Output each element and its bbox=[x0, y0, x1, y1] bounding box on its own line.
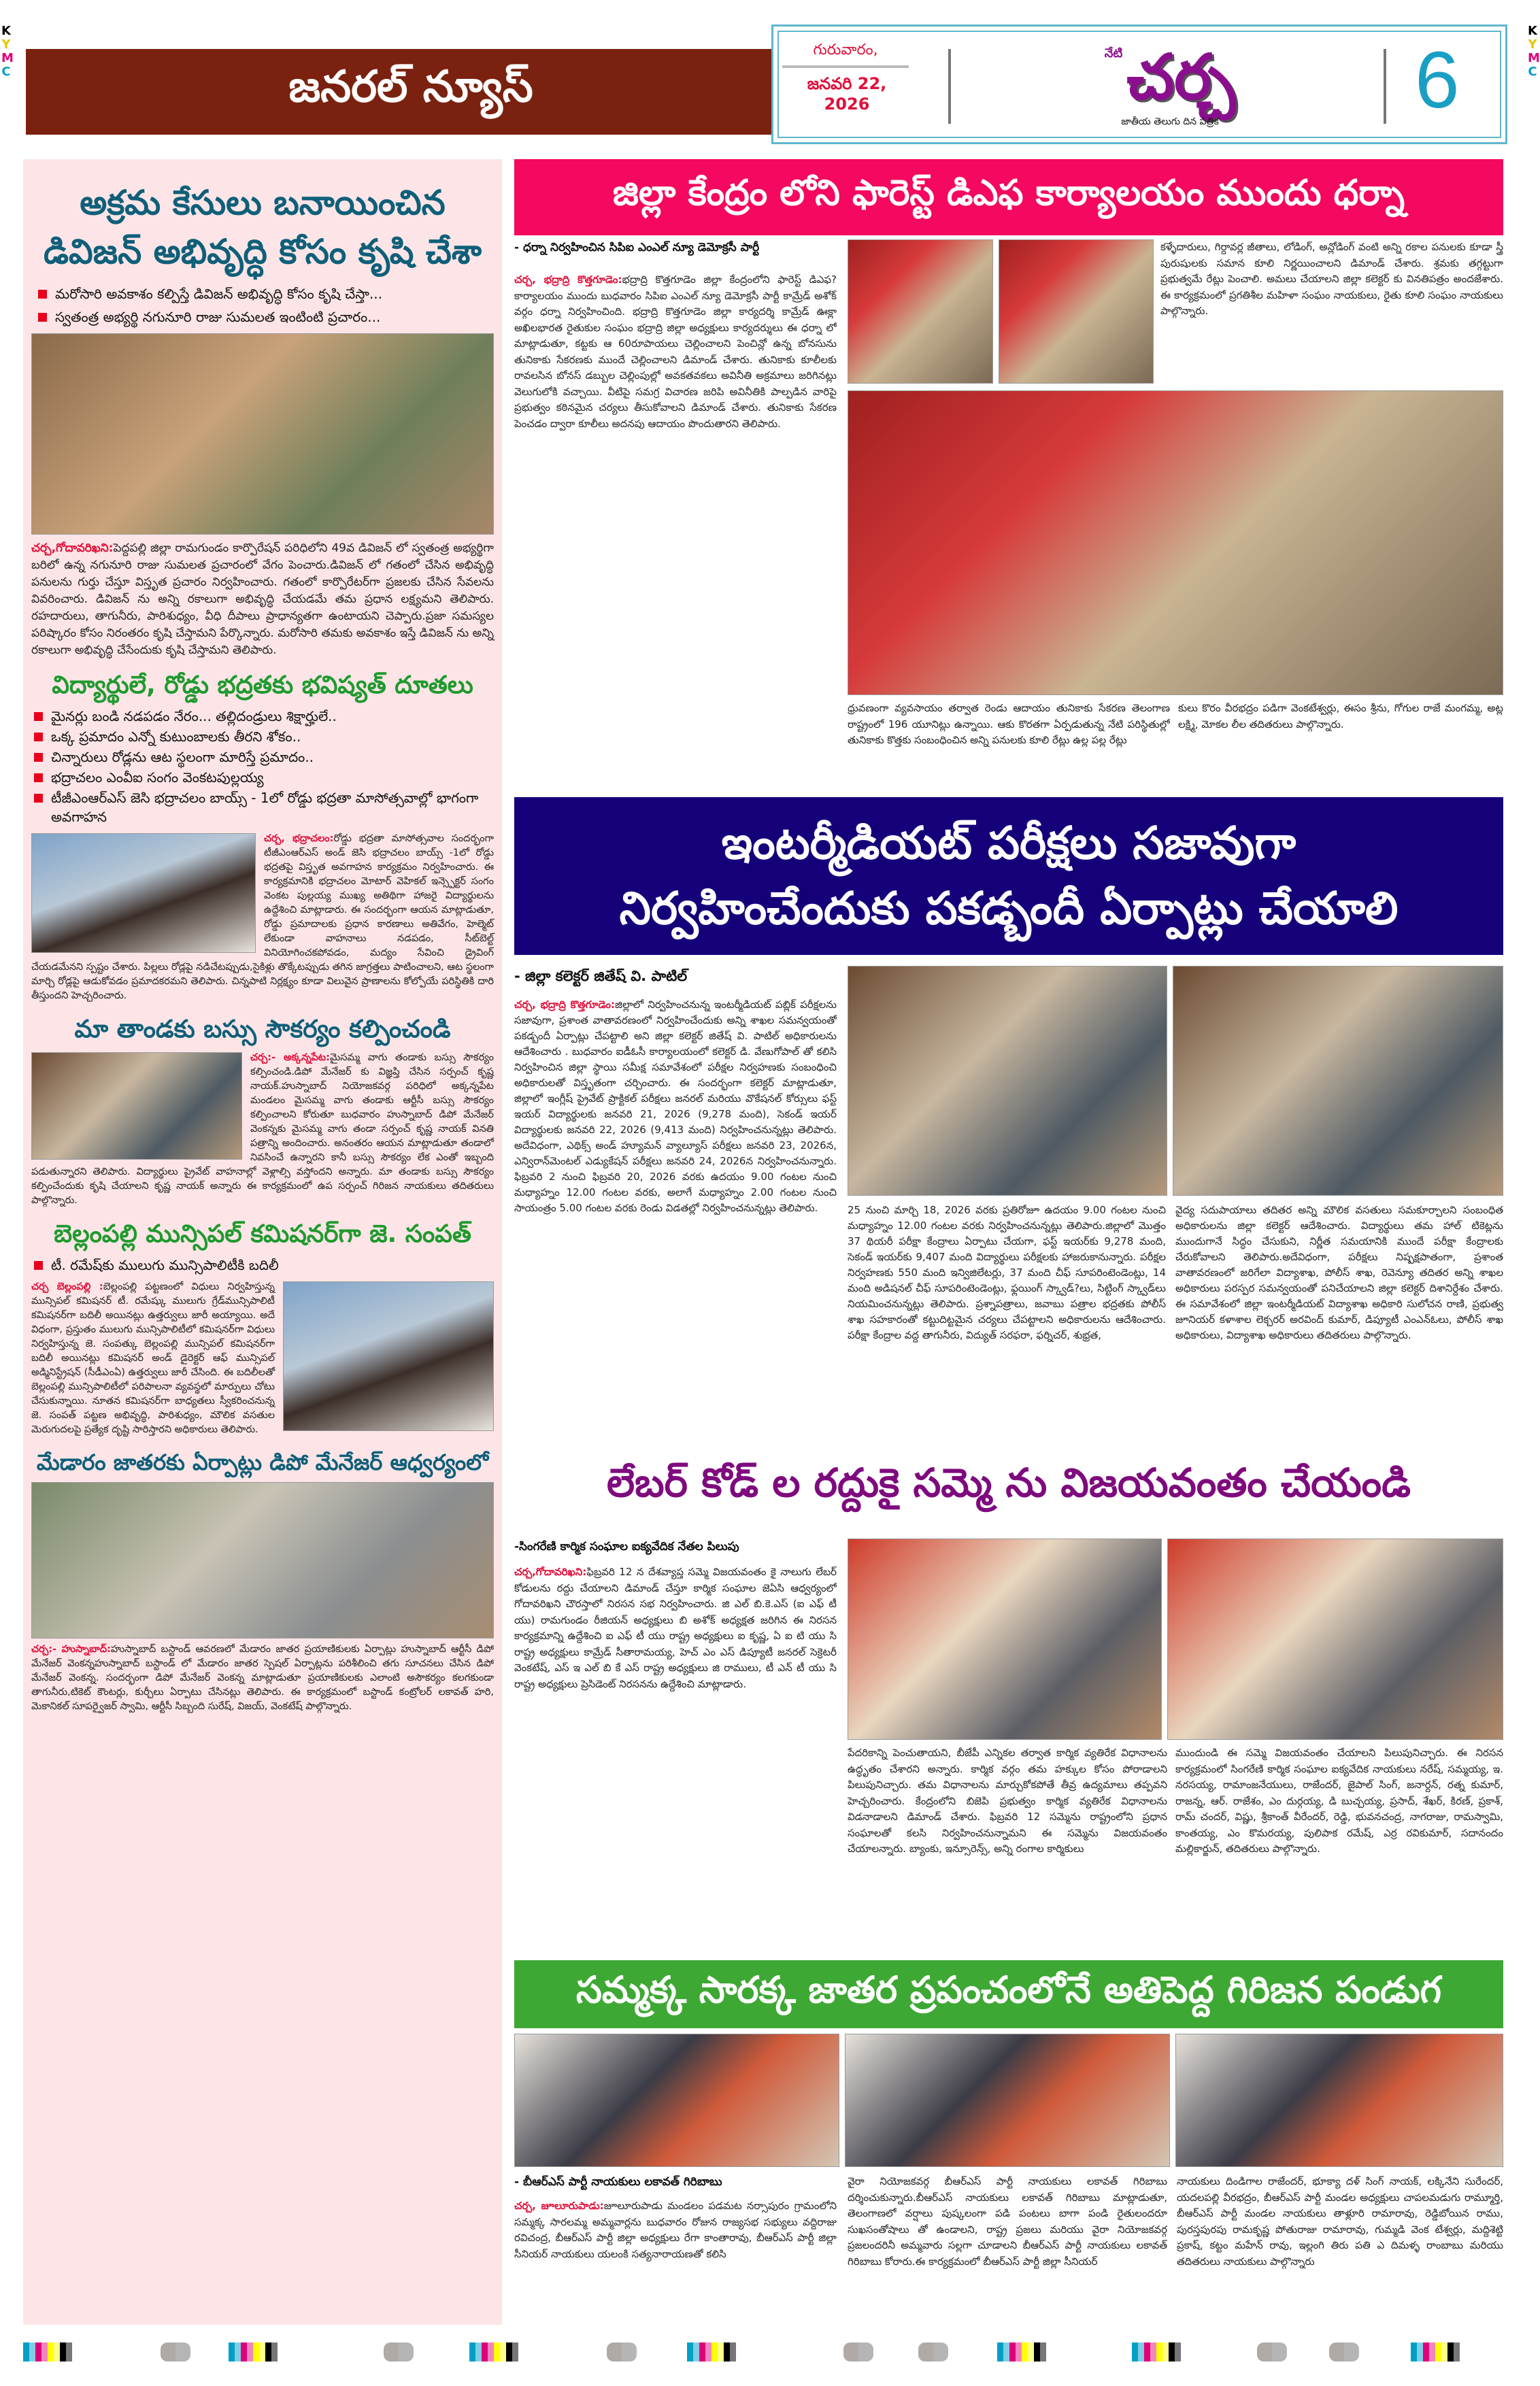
left-story1-body bbox=[31, 540, 494, 659]
left-story1-photo bbox=[31, 333, 494, 535]
bullet-item bbox=[34, 707, 494, 726]
right-story3-body-col2: పేదరికాన్ని పెంచుతాయని, బీజేపీ ఎన్నికల తర్వాత కార్మిక వ్యతిరేక విధానాలను ఉద్ధృతం చేశారని అన్నారు. కార్మిక వర్గం తమ హక్కుల కోసం పోరాడాలని పిలుపునిచ్చారు. తమ విధానాలను మార్చుకోకపోతే తీవ్ర ఉద్యమాలు తప్పవని హెచ్చరించారు. కేంద్రంలోని బిజెపి ప్రభుత్వం కార్మిక వ్యతిరేక విధానాలను విడనాడాలని డిమాండ్ చేశారు. ఫిబ్రవరి 12 సమ్మెను రాష్ట్రంలోని ప్రధాన సంఘాలతో కలసి నిర్వహించనున్నామని ఈ సమ్మెను విజయవంతం చేయాలన్నారు. బ్యాంకు, ఇన్సూరెన్స్, అన్ని రంగాల కార్మికులు bbox=[848, 1747, 1167, 1855]
issue-date: జనవరి 22, 2026 bbox=[807, 74, 887, 114]
red-square-icon bbox=[34, 712, 43, 721]
color-swatch-strip bbox=[997, 2342, 1046, 2362]
reg-mark-k: K bbox=[1528, 24, 1537, 38]
left-story1-headline: అక్రమ కేసులు బనాయించిన డివిజన్ అభివృద్ధి కోసం కృషి చేశా bbox=[44, 183, 482, 271]
right-story3-byline: -సింగరేణి కార్మిక సంఘాల ఐక్యవేదిక నేతల పిలుపు bbox=[514, 1540, 739, 1553]
section-title-band bbox=[26, 49, 796, 135]
left-story2-body bbox=[31, 832, 494, 1003]
gray-balance-patch bbox=[161, 2342, 190, 2362]
right-story1-byline: - ధర్నా నిర్వహించిన సిపిఐ ఎంఎల్ న్యూ డెమోక్రసీ పార్టీ bbox=[514, 241, 760, 254]
dateline: చర్చ:- అక్కన్నపేట: bbox=[250, 1052, 330, 1063]
right-story1-body-col2: కళ్ళేదారులు, గిర్దావర్ల జీతాలు, లోడింగ్, అన్లోడింగ్ వంటి అన్ని రకాల పనులకు కూడా స్త్రీ పురుషులకు సమాన కూలి నిర్ణయించాలని డిమాండ్ చేశారు. శ్రమకు తగ్గట్టుగా ప్రభుత్వమే రేట్లు పెంచాలి. అమలు చేయాలని జిల్లా కలెక్టర్ కు వినతిపత్రం అందజేశారు. ఈ కార్యక్రమంలో ప్రగతిశీల మహిళా సంఘం నాయకులు, రైతు కూలి సంఘం నాయకులు పాల్గొన్నారు. bbox=[1160, 241, 1503, 317]
gray-balance-patch bbox=[1257, 2342, 1287, 2362]
left-story2 bbox=[31, 669, 494, 1003]
right-story2-headline-line1: ఇంటర్మీడియట్ పరీక్షలు సజావుగా bbox=[721, 817, 1296, 869]
left-story5 bbox=[31, 1447, 494, 1714]
bullet-text: ఒక్క ప్రమాదం ఎన్నో కుటుంబాలకు తీరని శోకం.. bbox=[51, 728, 301, 745]
bullet-item bbox=[34, 788, 494, 826]
article-text: హుస్నాబాద్ బస్టాండ్ ఆవరణలో మేడారం జాతర ప్రయాణికులకు ఏర్పాట్లు హుస్నాబాద్ ఆర్టీసీ డిపో మేనేజర్ వెంకన్నహుస్నాబాద్ బస్టాండ్ లో మేడారం జాతర స్పెషల్ ఏర్పాట్లను పరిశీలించి తగు సూచనలు చేసిన డిపో మేనేజర్ వెంకన్న. సందర్భంగా డిపో మేనేజర్ వెంకన్న మాట్లాడుతూ ప్రయాణికులకు ఎలాంటి అసౌకర్యం కలగకుండా తాగునీరు,టికెట్ కౌంటర్లు, కుర్చీలు ఏర్పాటు చేసినట్లు తెలిపారు. ఈ కార్యక్రమంలో బస్టాండ్ కంట్రోలర్ లకావత్ హరి, మెకానికల్ సూపర్వైజర్ స్వామి, ఆర్టీసీ సిబ్బంది సురేష్, విజయ్, వెంకటేష్ పాల్గొన్నారు. bbox=[31, 1644, 495, 1712]
registration-marks-left bbox=[1, 24, 14, 79]
dateline: చర్చ, జూలూరుపాడు: bbox=[514, 2200, 604, 2212]
left-story3-photo bbox=[31, 1052, 242, 1160]
bullet-item bbox=[38, 284, 494, 303]
right-story1-headline: జిల్లా కేంద్రం లోని ఫారెస్ట్ డిఎఫ కార్యాలయం ముందు ధర్నా bbox=[612, 172, 1405, 214]
reg-mark-y: Y bbox=[1, 37, 11, 52]
article-text: పెద్దపల్లి జిల్లా రామగుండం కార్పొరేషన్ పరిధిలోని 49వ డివిజన్ లో స్వతంత్ర అభ్యర్థిగా బరిలో ఉన్న నగునూరి రాజు సుమలత ప్రచారంలో వేగం పెంచారు.డివిజన్ లో గతంలో చేసిన అభివృద్ధి పనులను గుర్తు చేస్తూ విస్తృత ప్రచారం నిర్వహించారు. గతంలో కార్పొరేటర్‌గా ప్రజలకు చేసిన సేవలను వివరించారు. డివిజన్ ను అన్ని రకాలుగా అభివృద్ధి చేయడమే తమ ప్రధాన లక్ష్యమని తెలిపారు. రహదారులు, తాగునీరు, పారిశుధ్యం, వీధి దీపాలు ప్రాధాన్యతగా ఉంటాయని చెప్పారు.ప్రజా సమస్యల పరిష్కారం కోసం నిరంతరం కృషి చేస్తామని పేర్కొన్నారు. మరోసారి తమకు అవకాశం ఇస్తే డివిజన్ ను అన్ని రకాలుగా అభివృద్ధి చేసేందుకు కృషి చేస్తామని తెలిపారు. bbox=[31, 541, 494, 657]
dateline: చర్చ,గోదావరిఖని: bbox=[31, 541, 114, 555]
bullet-item bbox=[34, 747, 494, 767]
article-text: బెల్లంపల్లి పట్టణంలో విధులు నిర్వహిస్తున్న మున్సిపల్ కమిషనర్ టీ. రమేష్కు ములుగు గ్రేడ్‌మున్సిపాలిటీ కమిషనర్‌గా బదిలీ అయినట్లు ఉత్తర్వులు జారీ అయ్యాయి. అదే విధంగా, ప్రస్తుతం ములుగు మున్సిపాలిటీలో కమిషనర్‌గా విధులు నిర్వహిస్తున్న జె. సంపత్కు బెల్లంపల్లి మున్సిపల్ కమిషనర్‌గా బదిలీ అయినట్లు కమిషనర్ అండ్ డైరెక్టర్ ఆఫ్ మున్సిపల్ అడ్మినిస్ట్రేషన్ (సీడీఎంఏ) ఉత్తర్వులు జారీ చేసింది. ఈ బదిలీలతో బెల్లంపల్లి మున్సిపాలిటీలో పరిపాలనా వ్యవస్థలో మార్పులు చోటు చేసుకున్నాయి. నూతన కమిషనర్‌గా బాధ్యతలు స్వీకరించనున్న జె. సంపత్ పట్టణ అభివృద్ధి, పారిశుధ్యం, మౌలిక వసతుల మెరుగుదలపై ప్రత్యేక దృష్టి సారిస్తారని అధికారులు తెలిపారు. bbox=[31, 1281, 275, 1435]
red-square-icon bbox=[34, 773, 43, 782]
red-square-icon bbox=[38, 290, 47, 299]
left-story4-headline: బెల్లంపల్లి మున్సిపల్ కమిషనర్‌గా జె. సంపత్ bbox=[54, 1220, 471, 1248]
bullet-item bbox=[38, 307, 494, 326]
newspaper-logo: చర్చ bbox=[1126, 41, 1236, 114]
section-title: జనరల్ న్యూస్ bbox=[288, 61, 533, 112]
right-story4-body-col3: నాయకులు దిండిగాల రాజేందర్, భూక్యా దళ్ సింగ్ నాయక్, లక్కినేని సురేందర్, యదలపల్లి వీరభద్రం, బీఆర్ఎస్ పార్టీ మండల అధ్యక్షులు చాపలమడుగు రామ్మూర్తి, బీఆర్ఎస్ పార్టీ మండల నాయకులు తాళ్లూరి రామారావు, రెడ్డిబోయిన రాము, పురస్తపురపు రామకృష్ణ పోతురాజు రామారావు, గుమ్మడి వెంక టేశ్వర్లు, మద్దిశెట్టి ప్రకాష్, కట్టం మహేన్ రావు, ఇల్లంగి తిరు పతి ఎ దిమళ్ళ రాంబాబు మరియు తదితరులు నాయకులు పాల్గొన్నారు bbox=[1177, 2175, 1503, 2268]
right-story3-body-col3: ముందుండి ఈ సమ్మె విజయవంతం చేయాలని పిలుపునిచ్చారు. ఈ నిరసన కార్యక్రమంలో సింగరేణి కార్మిక సంఘాల ఐక్యవేదిక నాయకులు నరేష్, సమ్మయ్య, ఇ. నరసయ్య, రామాంజనేయులు, రాజేందర్, జైపాల్ సింగ్, జనార్దన్, రత్న కుమార్, రాజన్న, ఆర్. రాజేశం, ఎం దుర్గయ్య, డి బుచ్చయ్య, ప్రసాద్, శేఖర్, కిరణ్, ప్రకాశ్, రామ్ చందర్, విష్ణు, శ్రీకాంత్ వీరేందర్, రెడ్డి, భువనచంద్ర, నాగరాజు, రామస్వామి, కాంతయ్య, ఎం కొమరయ్య, పులిపాక రమేష్, ఎర్ర రవికుమార్, సదానందం మల్లికార్జున్, తదితరులు పాల్గొన్నారు. bbox=[1175, 1747, 1503, 1855]
red-square-icon bbox=[34, 794, 43, 803]
article-text: జూలూరుపాడు మండలం పడమట నర్సాపురం గ్రామంలోని సమ్మక్క సారలమ్మ అమ్మవార్లను బుధవారం రోజున రాజ్యసభ సభ్యులు వద్దిరాజు రవిచంద్ర, బీఆర్ఎస్ పార్టీ జిల్లా అధ్యక్షులు రేగా కాంతారావు, బీఆర్ఎస్ పార్టీ జిల్లా సీనియర్ నాయకులు యలంకి సత్యనారాయణతో కలిసి bbox=[514, 2200, 837, 2260]
left-story3-headline: మా తాండకు బస్సు సౌకర్యం కల్పించండి bbox=[74, 1015, 451, 1043]
dateline: చర్చ, భద్రాద్రి కొత్తగూడెం: bbox=[514, 273, 622, 286]
bullet-text: చిన్నారులు రోడ్లను ఆట స్థలంగా మారిస్తే ప్రమాదం.. bbox=[51, 749, 314, 765]
issue-day: గురువారం, bbox=[813, 41, 878, 58]
right-story3-photo-1 bbox=[848, 1539, 1162, 1740]
newspaper-logo-block bbox=[966, 30, 1374, 139]
article-text: జిల్లాలో నిర్వహించనున్న ఇంటర్మీడియట్ పబ్లిక్ పరీక్షలను సజావుగా, ప్రశాంత వాతావరణంలో నిర్వహించేందుకు అన్ని శాఖల సమన్వయంతో పకడ్బందీ ఏర్పాట్లు చేపట్టాలి అని జిల్లా కలెక్టర్ జితేష్ వి. పాటిల్ అధికారులను ఆదేశించారు . బుధవారం ఐడీఓసీ కార్యాలయంలో కలెక్టర్ డి. వేణుగోపాల్ తో కలిసి నిర్వహించిన జిల్లా స్థాయి సమీక్ష సమావేశంలో పరీక్షల నిర్వహణకు సంబంధించి అధికారులతో విస్తృతంగా చర్చించారు. ఈ సందర్భంగా కలెక్టర్ మాట్లాడుతూ, జిల్లాలో ఇంగ్లీష్ ప్రైవేట్ ప్రాక్టికల్ పరీక్షలు జనరల్ మరియు వొకేషనల్ కోర్సులు ఫస్ట్ ఇయర్ విద్యార్థులకు జనవరి 21, 2026 (9,278 మంది), సెకండ్ ఇయర్ విద్యార్థులకు జనవరి 22, 2026 (9,413 మంది) నిర్వహించనున్నట్లు తెలిపారు. అదేవిధంగా, ఎథిక్స్ అండ్ హ్యూమన్ వ్యాల్యూస్ పరీక్షలు జనవరి 23, 2026న, ఎన్విరాన్‌మెంటల్ ఎడ్యుకేషన్ పరీక్షలు జనవరి 24, 2026న నిర్వహించనున్నారు. ఫిబ్రవరి 2 నుంచి ఫిబ్రవరి 20, 2026 వరకు ఉదయం 9.00 గంటల నుంచి మధ్యాహ్నం 12.00 గంటల వరకు, అలాగే మధ్యాహ్నం 2.00 గంటల నుంచి సాయంత్రం 5.00 గంటల వరకు రెండు విడతల్లో నిర్వహించనున్నట్లు తెలిపారు. bbox=[514, 998, 837, 1214]
left-story1-bullets bbox=[38, 284, 494, 326]
right-story2-body bbox=[514, 997, 837, 1446]
right-story4-photo-1 bbox=[514, 2034, 839, 2167]
right-story1-banner bbox=[514, 159, 1503, 235]
color-swatch-strip bbox=[229, 2342, 278, 2362]
bullet-text: టీ. రమేష్‌కు ములుగు మున్సిపాలిటీకి బదిలీ bbox=[51, 1257, 279, 1273]
reg-mark-k: K bbox=[1, 24, 11, 38]
right-story3-body bbox=[514, 1564, 837, 1951]
reg-mark-c: C bbox=[1, 65, 11, 79]
left-story2-headline: విద్యార్థులే, రోడ్డు భద్రతకు భవిష్యత్ దూతలు bbox=[52, 671, 473, 699]
color-swatch-strip bbox=[1132, 2342, 1181, 2362]
left-story5-photo bbox=[31, 1482, 494, 1639]
left-story4-photo bbox=[283, 1281, 494, 1431]
right-story3-headline: లేబర్ కోడ్ ల రద్దుకై సమ్మె ను విజయవంతం చేయండి bbox=[607, 1460, 1411, 1506]
masthead-divider bbox=[1384, 49, 1386, 124]
red-square-icon bbox=[34, 733, 43, 741]
dateline: చర్చ బెల్లంపల్లి : bbox=[31, 1281, 103, 1292]
right-story2-headline-line2: నిర్వహించేందుకు పకడ్బందీ ఏర్పాట్లు చేయాలి bbox=[619, 882, 1399, 935]
left-story5-body bbox=[31, 1643, 494, 1714]
registration-marks-right bbox=[1528, 24, 1540, 79]
gray-balance-patch bbox=[1329, 2342, 1359, 2362]
right-story1-photo-3 bbox=[848, 390, 1503, 695]
gray-balance-patch bbox=[607, 2342, 637, 2362]
gray-balance-patch bbox=[384, 2342, 414, 2362]
logo-tagline: జాతీయ తెలుగు దిన పత్రిక bbox=[1121, 116, 1219, 127]
reg-mark-c: C bbox=[1528, 65, 1537, 79]
right-story1-body bbox=[514, 272, 837, 789]
right-story4-banner bbox=[514, 1960, 1503, 2028]
logo-row bbox=[1105, 41, 1236, 114]
right-story2-photo-1 bbox=[848, 966, 1167, 1196]
right-story4-photo-2 bbox=[845, 2034, 1170, 2167]
dateline: చర్చ, భద్రాచలం: bbox=[264, 833, 334, 844]
right-story1-photo-1 bbox=[848, 239, 993, 384]
right-story4-photo-3 bbox=[1175, 2034, 1503, 2167]
bullet-text: స్వతంత్ర అభ్యర్థి నగునూరి రాజు సుమలత ఇంటింటి ప్రచారం... bbox=[55, 309, 381, 325]
left-column-panel bbox=[23, 159, 502, 2325]
right-story2-body-col2: 25 నుంచి మార్చి 18, 2026 వరకు ప్రతిరోజూ ఉదయం 9.00 గంటల నుంచి మధ్యాహ్నం 12.00 గంటల వరకు నిర్వహించనున్నట్లు తెలిపారు.జిల్లాలో మొత్తం 37 థియరీ పరీక్షా కేంద్రాలు ఏర్పాటు చేయగా, ఫస్ట్ ఇయర్‌కు 9,278 మంది, సెకండ్ ఇయర్‌కు 9,407 మంది విద్యార్థులు పరీక్షలకు హాజరుకానున్నారు. పరీక్షల నిర్వహణకు 550 మంది ఇన్విజిలేటర్లు, 37 మంది చీఫ్ సూపరింటెండెంట్లు, 14 మంది అడిషనల్ చీఫ్ సూపరింటెండెంట్లు, ఫ్లయింగ్ స్క్వాడ్?లు, సిట్టింగ్ స్క్వాడ్‌లు నియమించనున్నట్లు తెలిపారు. ప్రశ్నాపత్రాలు, జవాబు పత్రాల భద్రతకు పోలీస్ శాఖ సహకారంతో కట్టుదిట్టమైన చర్యలు చేపట్టాలని అధికారులను ఆదేశించారు. పరీక్షా కేంద్రాల వద్ద తాగునీరు, విద్యుత్ సరఫరా, ఫర్నిచర్, శుభ్రత, bbox=[848, 1204, 1166, 1341]
red-square-icon bbox=[38, 313, 47, 322]
right-story2-byline: - జిల్లా కలెక్టర్ జితేష్ వి. పాటిల్ bbox=[514, 968, 688, 984]
red-square-icon bbox=[34, 1261, 43, 1270]
bullet-item bbox=[34, 768, 494, 787]
right-story2-body-col3: వైద్య సదుపాయాలు తదితర అన్ని మౌలిక వసతులు సమకూర్చాలని సంబంధిత అధికారులను జిల్లా కలెక్టర్ ఆదేశించారు. విద్యార్థులు తమ హాల్ టికెట్లను ముందుగానే సిద్ధం చేసుకుని, నిర్ణీత సమయానికి ముందే పరీక్షా కేంద్రాలకు చేరుకోవాలని తెలిపారు.అదేవిధంగా, పరీక్షలు నిష్పక్షపాతంగా, ప్రశాంత వాతావరణంలో జరిగేలా విద్యాశాఖ, పోలీస్ శాఖ, రెవెన్యూ తదితర అన్ని శాఖల అధికారులు పరస్పర సమన్వయంతో పనిచేయాలని జిల్లా కలెక్టర్ దిశానిర్దేశం చేశారు. ఈ సమావేశంలో జిల్లా ఇంటర్మీడియట్ విద్యాశాఖ అధికారి సులోచన రాణి, ప్రభుత్వ జూనియర్ కళాశాల లెక్చరర్ అరవింద్ కుమార్, డిప్యూటీ ఎంఎన్ఓలు, పోలీస్ శాఖ అధికారులు, విద్యాశాఖ అధికారులు తదితరులు పాల్గొన్నారు. bbox=[1175, 1204, 1503, 1341]
article-text: రోడ్డు భద్రతా మాసోత్సవాల సందర్భంగా టీజీఎంఆర్ఎస్ అండ్ జెసి భద్రాచలం బాయ్స్ -1లో రోడ్డు భద్రతపై విస్తృత అవగాహన కార్యక్రమం నిర్వహించారు. ఈ కార్యక్రమానికి భద్రాచలం మోటార్ వెహికల్ ఇన్స్పెక్టర్ సంగం వెంకట పుల్లయ్య ముఖ్య అతిథిగా హాజరై విద్యార్థులను ఉద్దేశించి మాట్లాడారు. ఈ సందర్భంగా ఆయన మాట్లాడుతూ, రోడ్డు ప్రమాదాలకు ప్రధాన కారణాలు అతివేగం, హెల్మెట్ లేకుండా వాహనాలు నడపడం, సీట్‌బెల్ట్ వినియోగించకపోవడం, మద్యం సేవించి డ్రైవింగ్ చేయడమేనని స్పష్టం చేశారు. పిల్లలు రోడ్లపై నడిచేటప్పుడు,సైకిళ్లు తొక్కేటప్పుడు తగిన జాగ్రత్తలు పాటించాలని, ఆట స్థలంగా మార్చి రోడ్లపై ఆడుకోవడం ప్రమాదకరమని తెలిపారు. చిన్నపాటి నిర్లక్ష్యం కూడా విలువైన ప్రాణాలను కోల్పోయే పరిస్థితికి దారి తీస్తుందని హెచ్చరించారు. bbox=[31, 833, 494, 1001]
page-number: 6 bbox=[1415, 35, 1460, 125]
red-square-icon bbox=[34, 753, 43, 762]
reg-mark-y: Y bbox=[1528, 37, 1537, 52]
dateline: చర్చ, భద్రాద్రి కొత్తగూడెం: bbox=[514, 998, 615, 1011]
color-swatch-strip bbox=[1411, 2342, 1460, 2362]
right-story3-photo-2 bbox=[1167, 1539, 1503, 1740]
gray-balance-patch bbox=[918, 2342, 948, 2362]
logo-prefix: నేటి bbox=[1104, 46, 1123, 61]
right-story1-caption-left: ధ్రువణంగా వ్యవసాయం తర్వాత రెండు ఆదాయం తునికాకు సేకరణ తెలంగాణ రాష్ట్రంలో 196 యూనిట్లు ఉన్నాయి. ఆకు కొరతగా ఏర్పడుతున్న నేటి పరిస్థితుల్లో తునికాకు కొత్తకు సంబంధించిన అన్ని పనులకు కూలి రేట్లు ఉల్ల పల్ల రేట్లు bbox=[848, 702, 1170, 746]
color-swatch-strip bbox=[469, 2342, 518, 2362]
masthead-divider bbox=[948, 49, 951, 124]
right-story2-photo-2 bbox=[1173, 966, 1503, 1196]
right-story1-caption-right: కులు కొరం వీరభద్రం పడిగా వెంకటేశ్వర్లు, ఈసం శ్రీను, గోగుల రాజే మంగమ్మ, అట్ల లక్ష్మి, మోకల లీల తదితరులు పాల్గొన్నారు. bbox=[1178, 702, 1503, 730]
color-swatch-strip bbox=[687, 2342, 736, 2362]
bullet-item bbox=[34, 727, 494, 746]
reg-mark-m: M bbox=[1528, 51, 1540, 65]
right-story1-photo-2 bbox=[999, 239, 1154, 384]
left-story3-body bbox=[31, 1051, 494, 1208]
left-story4-body bbox=[31, 1280, 494, 1437]
bullet-text: భద్రాచలం ఎంవీఐ సంగం వెంకటపుల్లయ్య bbox=[51, 769, 264, 786]
bullet-item bbox=[34, 1256, 494, 1275]
bullet-text: మైనర్లు బండి నడపడం నేరం... తల్లిదండ్రులు శిక్షార్హులే.. bbox=[51, 708, 337, 724]
left-story1 bbox=[31, 178, 494, 659]
date-divider bbox=[782, 65, 909, 68]
left-story3 bbox=[31, 1013, 494, 1208]
color-swatch-strip bbox=[23, 2342, 72, 2362]
gray-balance-patch bbox=[843, 2342, 873, 2362]
article-text: ఫిబ్రవరి 12 న దేశవ్యాప్త సమ్మె విజయవంతం కై నాలుగు లేబర్ కోడులను రద్దు చేయాలని డిమాండ్ చేస్తూ కార్మిక సంఘాల జెఏసి ఆధ్వర్యంలో గోదావరిఖని చౌరస్తాలో నిరసన సభ నిర్వహించారు. జి ఎల్ బి.కె.ఎస్ (ఐ ఎఫ్ టీ యు) రామగుండం రీజియన్ అధ్యక్షులు బి అశోక్ అధ్యక్షత జరిగిన ఈ నిరసన కార్యక్రమాన్ని ఉద్దేశించి ఐ ఎఫ్ టీ యు రాష్ట్ర అధ్యక్షులు ఐ కృష్ణ, ఏ ఐ టి యు సి రాష్ట్ర అధ్యక్షులు కామ్రేడ్ సీతారామయ్య, హెచ్ ఎం ఎస్ డిప్యూటీ జనరల్ సెక్రెటరీ వెంకటేష్, ఎస్ ఇ ఎల్ బి కే ఎస్ రాష్ట్ర అధ్యక్షులు జి రాములు, టీ ఎన్ టీ యు సి రాష్ట్ర అధ్యక్షులు ప్రెసిడెంట్ నిరసనను ఉద్దేశించి మాట్లాడారు. bbox=[514, 1566, 837, 1690]
right-story4-byline: - బీఆర్ఎస్ పార్టీ నాయకులు లకావత్ గిరిబాబు bbox=[514, 2175, 722, 2189]
left-story2-bullets bbox=[34, 707, 494, 826]
dateline: చర్చ:- హుస్నాబాద్: bbox=[31, 1644, 111, 1655]
bullet-text: టీజీఎంఆర్ఎస్ జెసి భద్రాచలం బాయ్స్ - 1లో రోడ్డు భద్రతా మాసోత్సవాల్లో భాగంగా అవగాహన bbox=[51, 790, 479, 825]
right-story2-banner bbox=[514, 797, 1503, 955]
dateline: చర్చ,గోదావరిఖని: bbox=[514, 1566, 587, 1578]
bullet-text: మరోసారి అవకాశం కల్పిస్తే డివిజన్ అభివృద్ధి కోసం కృషి చేస్తా... bbox=[55, 286, 382, 302]
right-story4-headline: సమ్మక్క సారక్క జాతర ప్రపంచంలోనే అతిపెద్ద గిరిజన పండుగ bbox=[575, 1968, 1442, 2011]
left-story5-headline: మేడారం జాతరకు ఏర్పాట్లు డిపో మేనేజర్ ఆధ్వర్యంలో bbox=[36, 1449, 489, 1475]
right-story4-body-col2: వైరా నియోజకవర్గ బీఆర్ఎస్ పార్టీ నాయకులు లకావత్ గిరిబాబు దర్శించుకున్నారు.బీఆర్ఎస్ నాయకులు లకావత్ గిరిబాబు మాట్లాడుతూ, తెలంగాణలో వర్షాలు పుష్కలంగా పడి పంటలు బాగా పండి రైతులందరూ సుఖసంతోషాలు తో ఉండాలని, రాష్ట్ర ప్రజలు మరియు వైరా నియోజకవర్గ ప్రజలందరినీ అమ్మవారు సల్లగా చూడాలని బీఆర్ఎస్ పార్టీ నాయకులు లకావత్ గిరిబాబు కోరారు.ఈ కార్యక్రమంలో బీఆర్ఎస్ పార్టీ జిల్లా సీనియర్ bbox=[848, 2175, 1167, 2268]
right-story4-body bbox=[514, 2198, 837, 2332]
left-story2-photo bbox=[31, 833, 256, 953]
article-text: మైసమ్మ వాగు తండాకు బస్సు సౌకర్యం కల్పించండి.డిపో మేనేజర్ కు విజ్ఞప్తి చేసిన సర్పంచ్ కృష్ణ నాయక్.హుస్నాబాద్ నియోజకవర్గ పరిధిలో అక్కన్నపేట మండలం మైసమ్మ వాగు తండాకు ఆర్టీసీ బస్సు సౌకర్యం కల్పించాలని కోరుతూ బుధవారం హుస్నాబాద్ డిపో మేనేజర్ వెంకన్నకు మైసమ్మ వాగు తండా సర్పంచ్ కృష్ణ నాయక్ వినతి పత్రాన్ని అందించారు. అనంతరం ఆయన మాట్లాడుతూ తండాలో నివసించే ఉన్నారని కానీ బస్సు సౌకర్యం లేక ఎంతో ఇబ్బంది పడుతున్నారని తెలిపారు. విద్యార్థులు ప్రైవేట్ వాహనాల్లో వెళ్లాల్సి వస్తోందని అన్నారు. మా తండాకు బస్సు సౌకర్యం కల్పించేందుకు కృషి చేయాలని కృష్ణ నాయక్ అన్నారు ఈ కార్యక్రమంలో ఉప సర్పంచ్ గిరిజన నాయకులు తదితరులు పాల్గొన్నారు. bbox=[31, 1052, 494, 1206]
left-story4 bbox=[31, 1217, 494, 1437]
left-story4-bullets bbox=[34, 1256, 494, 1275]
reg-mark-m: M bbox=[1, 51, 14, 65]
article-text: భద్రాద్రి కొత్తగూడెం జిల్లా కేంద్రంలోని ఫారెస్ట్ డిఎఫ? కార్యాలయం ముందు బుధవారం సిపిఐ ఎంఎల్ న్యూ డెమోక్రసీ పార్టీ కామ్రేడ్ అశోక్ వర్గం ధర్నా నిర్వహించింది. భద్రాద్రి కొత్తగూడెం జిల్లా కార్యదర్శి కామ్రేడ్ ఊక్లా అఖిలభారత రైతుకుల సంఘం భద్రాద్రి జిల్లా అధ్యక్షులు కార్యదర్శులు ఈ ధర్నా లో మాట్లాడుతూ, కట్టకు ఆ 60రూపాయలు చెల్లించాలని పెంచిన్లో ఉన్న బోనసును తునికాకు సేకరణకు ముందే చెల్లించాలని డిమాండ్ చేశారు. తునికాకు కూలీలకు రావలసిన బోనస్ డబ్బుల చెల్లింపుల్లో అవకతవకలు అవినీతి అక్రమాలు జరిగినట్లు వెలుగులోకి వచ్చాయి. వీటిపై సమగ్ర విచారణ జరిపి అవినీతికి పాల్పడిన వారిపై ప్రభుత్వం కఠినమైన చర్యలు తీసుకోవాలని డిమాండ్ చేశారు. తునికాకు సేకరణ పెంచడం ద్వారా కూలీలు అదనపు ఆదాయం పొందుతారని తెలిపారు. bbox=[514, 273, 837, 430]
